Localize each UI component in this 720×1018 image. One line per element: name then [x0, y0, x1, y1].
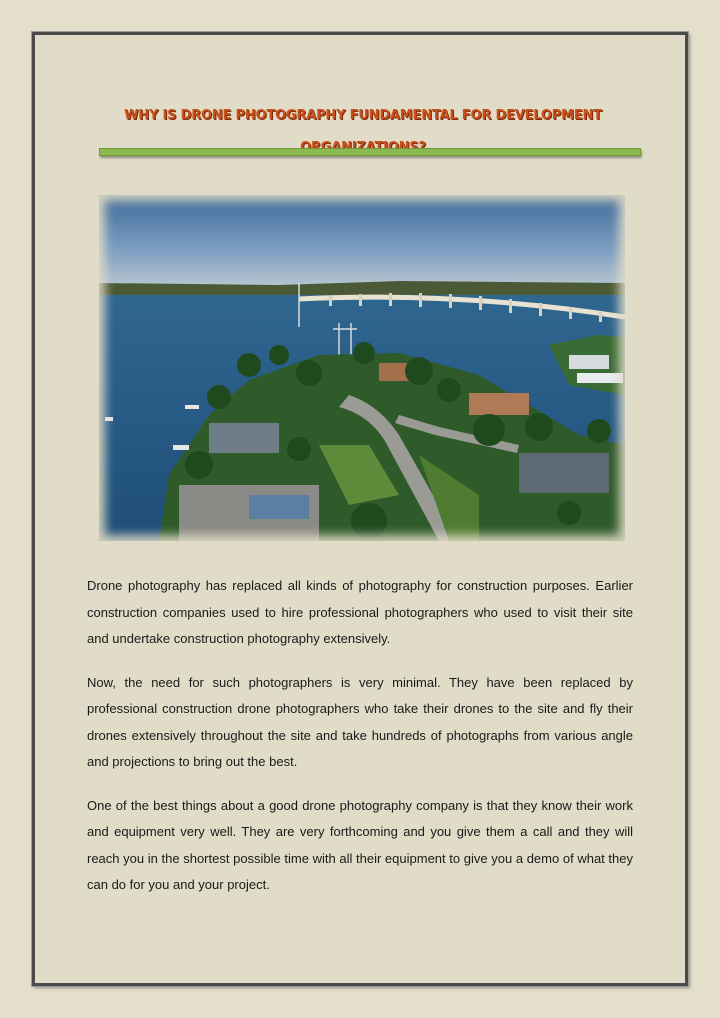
article-body: [87, 573, 633, 916]
aerial-photo-illustration: [99, 195, 625, 541]
paragraph-1: Drone photography has replaced all kinds of photography for construction purposes. Earlier construction companies used to hire professional photographers who used to visit their site and undertake construction photography extensively.: [87, 578, 633, 646]
aerial-photo: [99, 195, 625, 541]
page-frame: [32, 32, 688, 986]
paragraph-3: One of the best things about a good drone photography company is that they know their work and equipment very well. They are very forthcoming and you give them a call and they will reach you in the shortest possible time with all their equipment to give you a demo of what they can do for you and your project.: [87, 797, 633, 892]
title-line-1: WHY IS DRONE PHOTOGRAPHY FUNDAMENTAL FOR DEVELOPMENT: [124, 107, 602, 123]
title-divider: [99, 148, 641, 156]
paragraph-2: Now, the need for such photographers is very minimal. They have been replaced by professional construction drone photographers who take their drones to the site and fly their drones extensively throughout the site and take hundreds of photographs from various angle and projections to bring out the best.: [87, 674, 633, 769]
